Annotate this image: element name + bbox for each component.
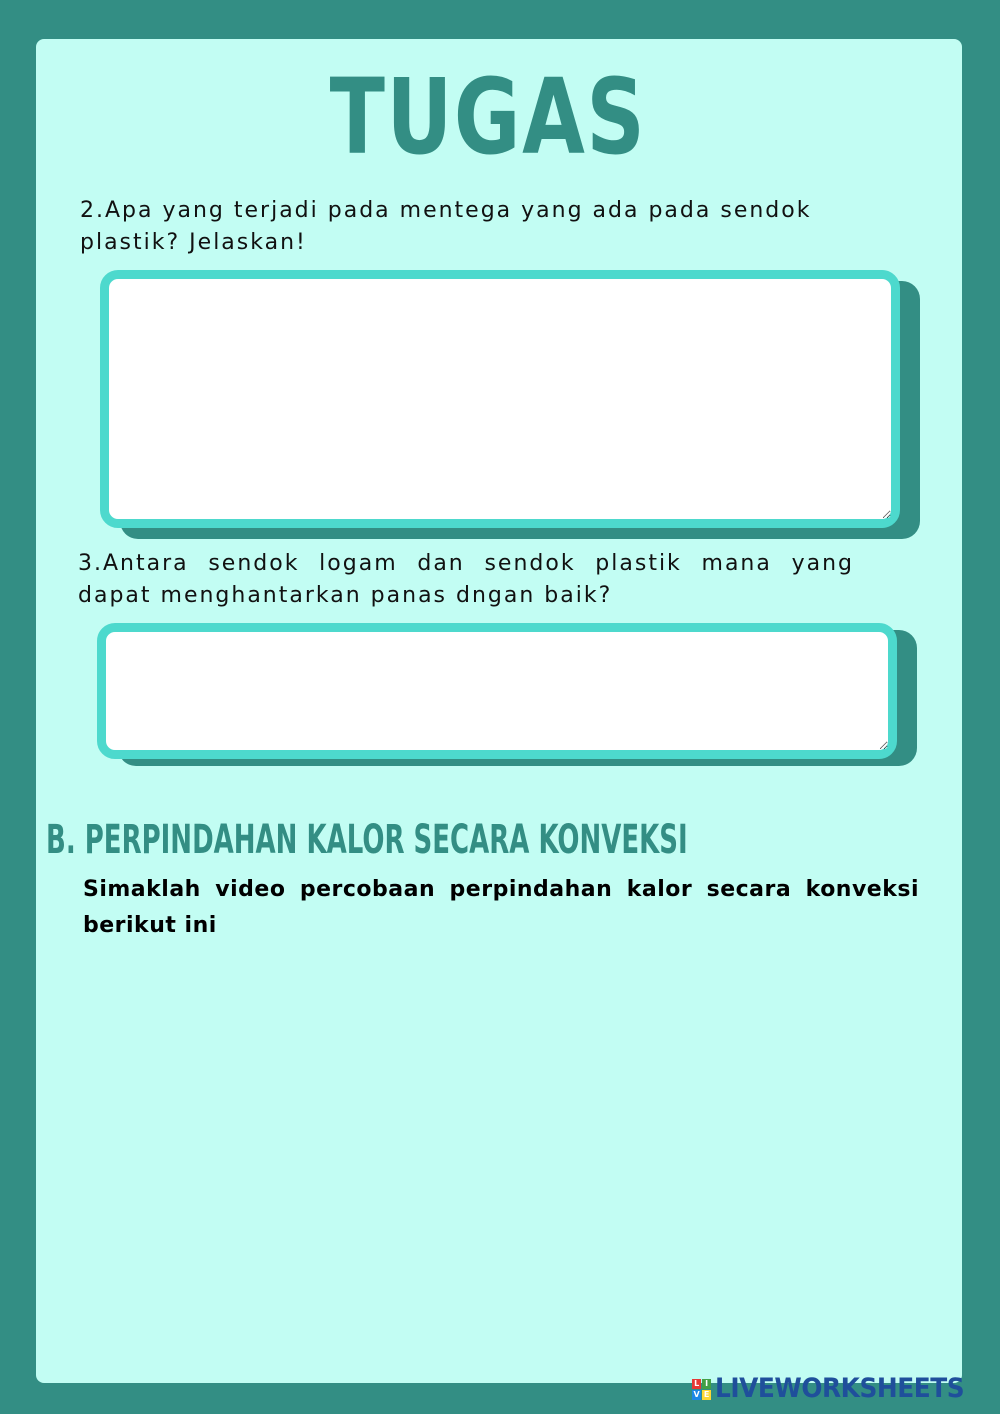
answer-2-input[interactable] [100,270,900,528]
question-3-text: 3.Antara sendok logam dan sendok plastik mana yang dapat menghantarkan panas dngan baik? [78,551,854,608]
question-2-text: 2.Apa yang terjadi pada mentega yang ada pada sendok plastik? Jelaskan! [80,198,812,255]
liveworksheets-logo-icon [692,1379,711,1400]
brand-text: LIVEWORKSHEETS [715,1373,965,1404]
logo-letter: E [703,1389,710,1399]
logo-letter: V [693,1389,700,1399]
logo-letter: L [694,1378,700,1388]
page-title: TUGAS [329,56,647,178]
section-heading: B. PERPINDAHAN KALOR SECARA KONVEKSI [46,817,688,863]
logo-letter: I [702,1379,711,1389]
answer-3-input[interactable] [97,623,897,759]
section-instruction: Simaklah video percobaan perpindahan kalor secara konveksi berikut ini [83,877,919,938]
liveworksheets-brand [692,1372,986,1406]
